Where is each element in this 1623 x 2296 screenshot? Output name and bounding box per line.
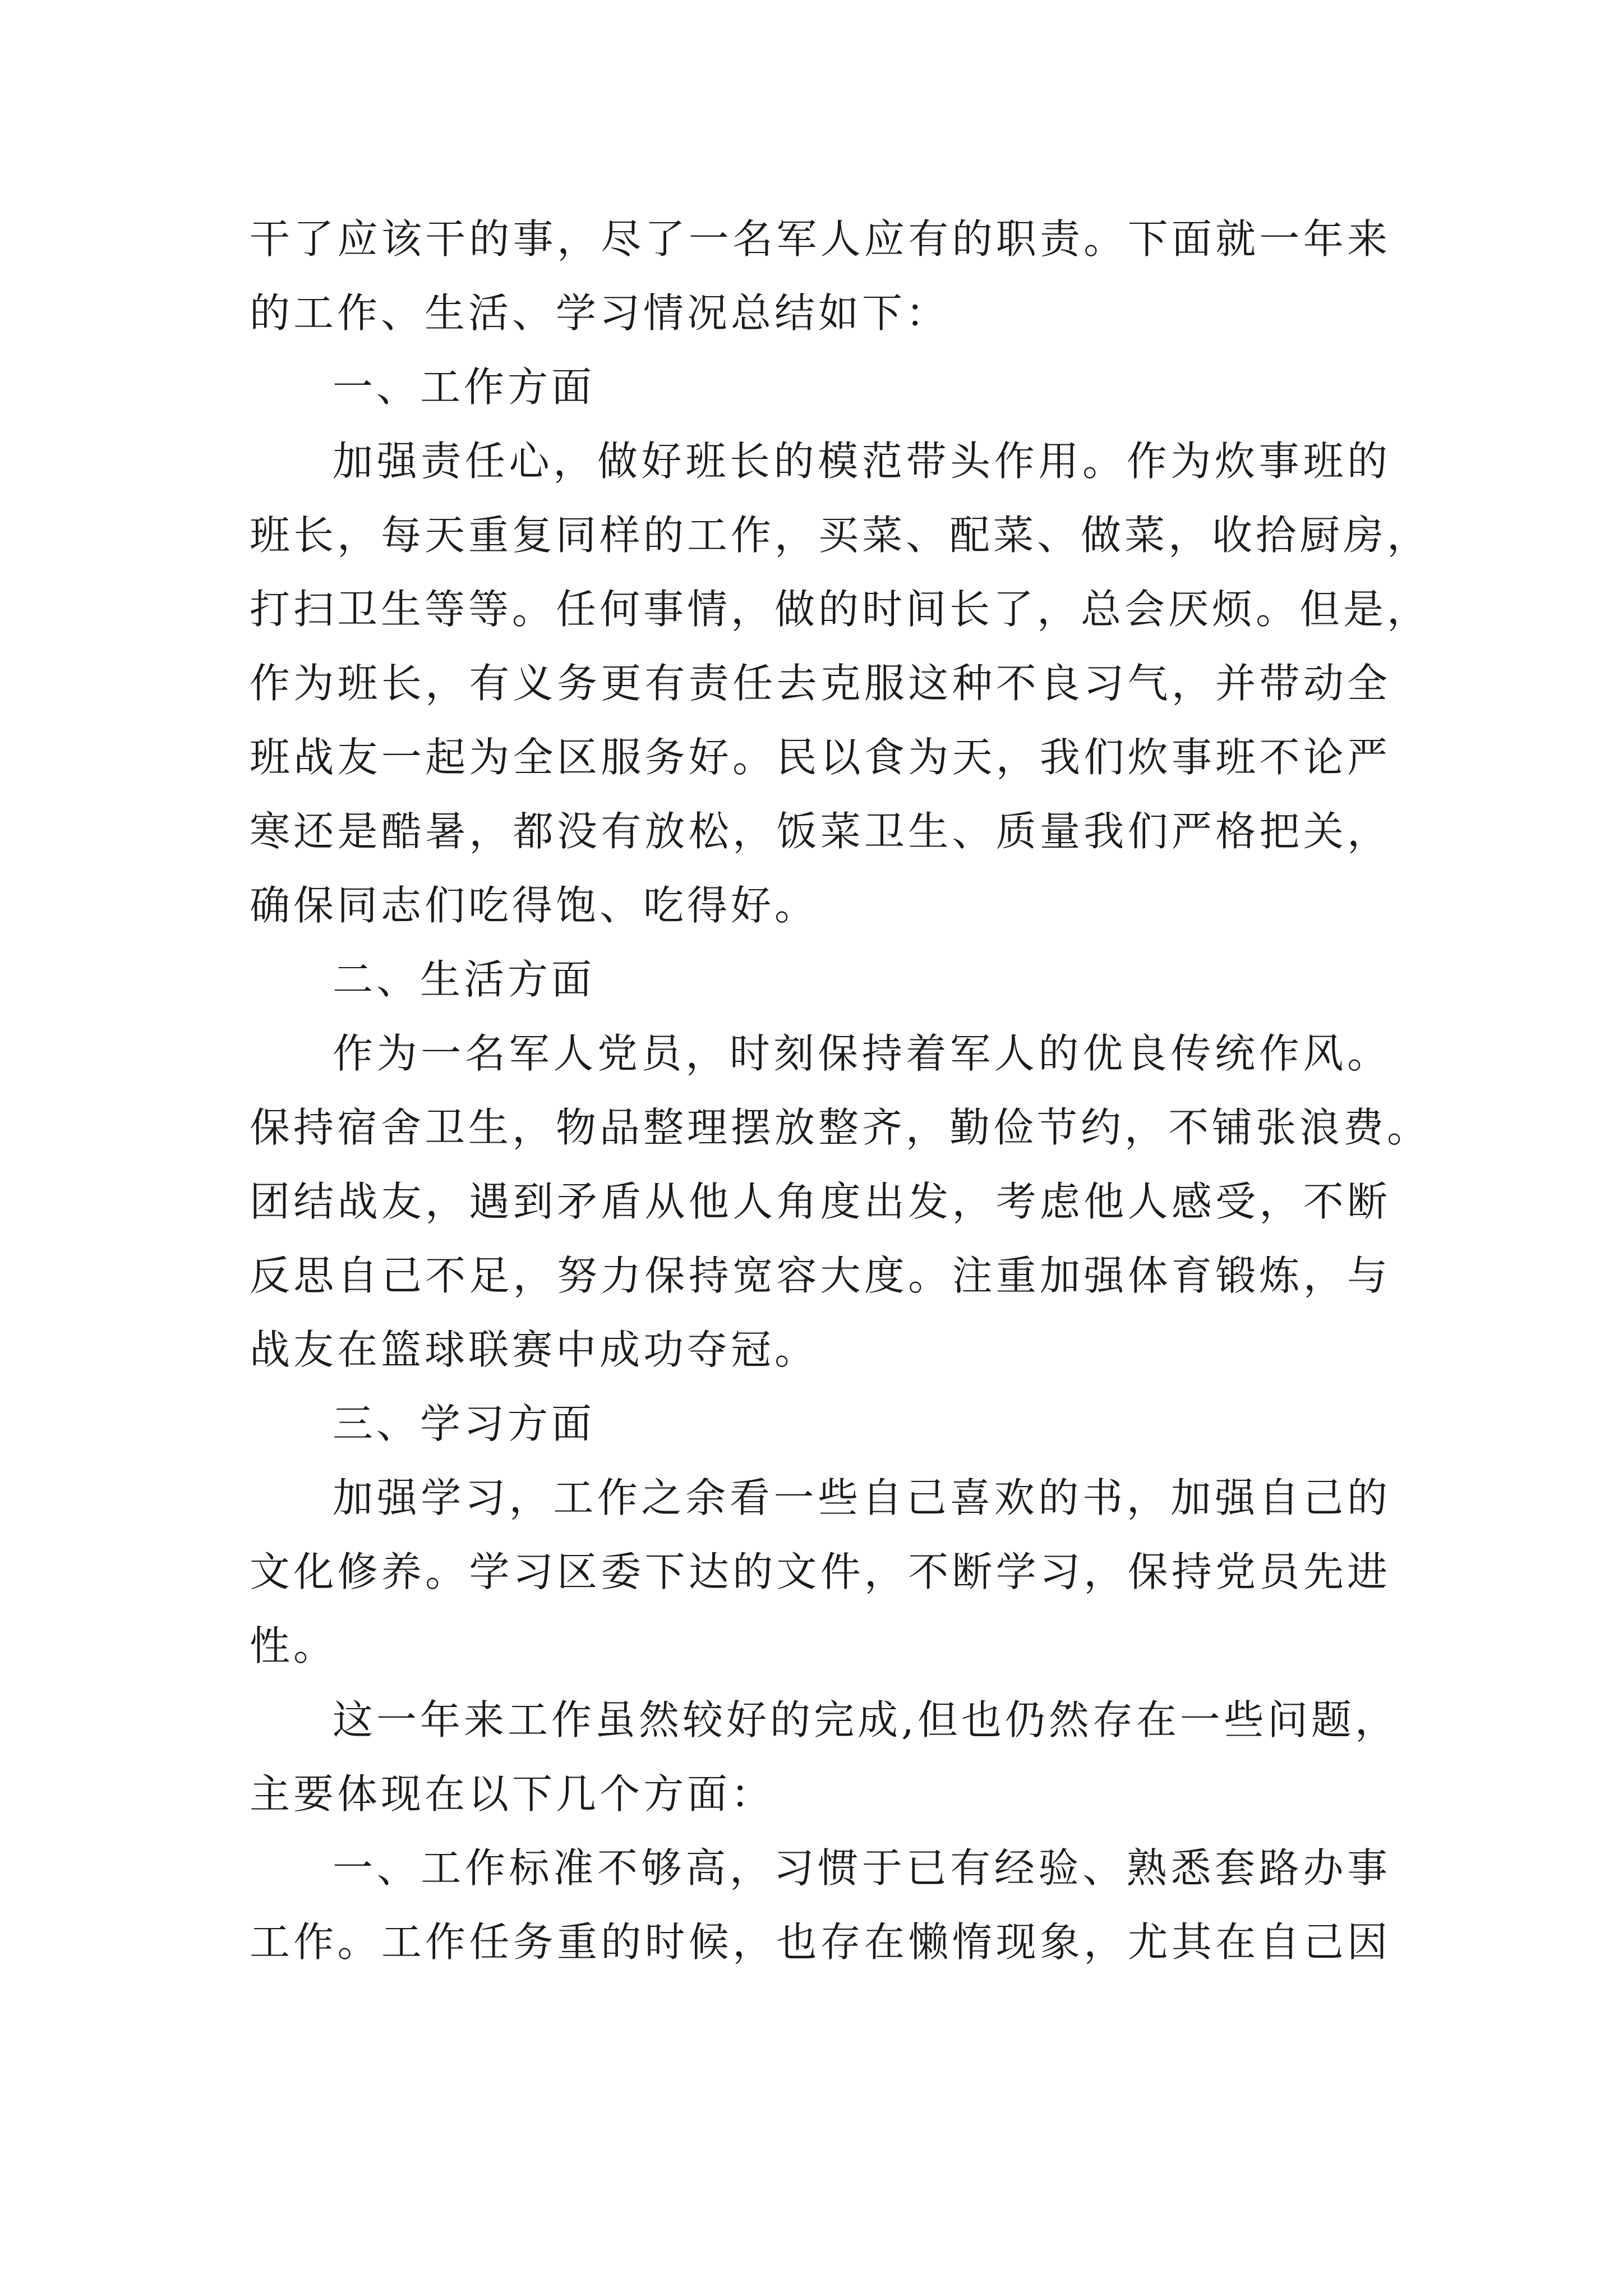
paragraph-first-line: 加强学习，工作之余看一些自己喜欢的书，加强自己的 bbox=[333, 1474, 1391, 1521]
section-heading: 三、学习方面 bbox=[333, 1400, 596, 1447]
text-line: 反思自己不足，努力保持宽容大度。注重加强体育锻炼，与 bbox=[250, 1252, 1391, 1299]
text-line: 干了应该干的事，尽了一名军人应有的职责。下面就一年来 bbox=[250, 215, 1391, 263]
text-line: 打扫卫生等等。任何事情，做的时间长了，总会厌烦。但是， bbox=[250, 586, 1431, 633]
text-line: 性。 bbox=[250, 1622, 338, 1669]
document-body bbox=[250, 202, 1431, 1979]
text-line: 团结战友，遇到矛盾从他人角度出发，考虑他人感受，不断 bbox=[250, 1178, 1391, 1225]
text-line: 作为班长，有义务更有责任去克服这种不良习气，并带动全 bbox=[250, 660, 1391, 707]
paragraph-first-line: 作为一名军人党员，时刻保持着军人的优良传统作风。 bbox=[333, 1030, 1391, 1077]
text-line: 确保同志们吃得饱、吃得好。 bbox=[250, 882, 819, 929]
text-line: 工作。工作任务重的时候，也存在懒惰现象，尤其在自己因 bbox=[250, 1918, 1391, 1966]
text-line: 班长，每天重复同样的工作，买菜、配菜、做菜，收拾厨房， bbox=[250, 512, 1431, 559]
paragraph-first-line: 加强责任心，做好班长的模范带头作用。作为炊事班的 bbox=[333, 438, 1391, 485]
text-line: 战友在篮球联赛中成功夺冠。 bbox=[250, 1326, 819, 1373]
section-heading: 一、工作方面 bbox=[333, 364, 596, 411]
text-line: 文化修养。学习区委下达的文件，不断学习，保持党员先进 bbox=[250, 1548, 1391, 1595]
text-line: 的工作、生活、学习情况总结如下： bbox=[250, 289, 950, 337]
section-heading: 二、生活方面 bbox=[333, 956, 596, 1003]
paragraph-first-line: 一、工作标准不够高，习惯于已有经验、熟悉套路办事 bbox=[333, 1844, 1391, 1892]
text-line: 保持宿舍卫生，物品整理摆放整齐，勤俭节约，不铺张浪费。 bbox=[250, 1104, 1431, 1151]
text-line: 主要体现在以下几个方面： bbox=[250, 1770, 775, 1818]
text-line: 班战友一起为全区服务好。民以食为天，我们炊事班不论严 bbox=[250, 734, 1391, 781]
text-line: 寒还是酷暑，都没有放松，饭菜卫生、质量我们严格把关， bbox=[250, 808, 1391, 855]
paragraph-first-line: 这一年来工作虽然较好的完成,但也仍然存在一些问题， bbox=[333, 1696, 1399, 1743]
